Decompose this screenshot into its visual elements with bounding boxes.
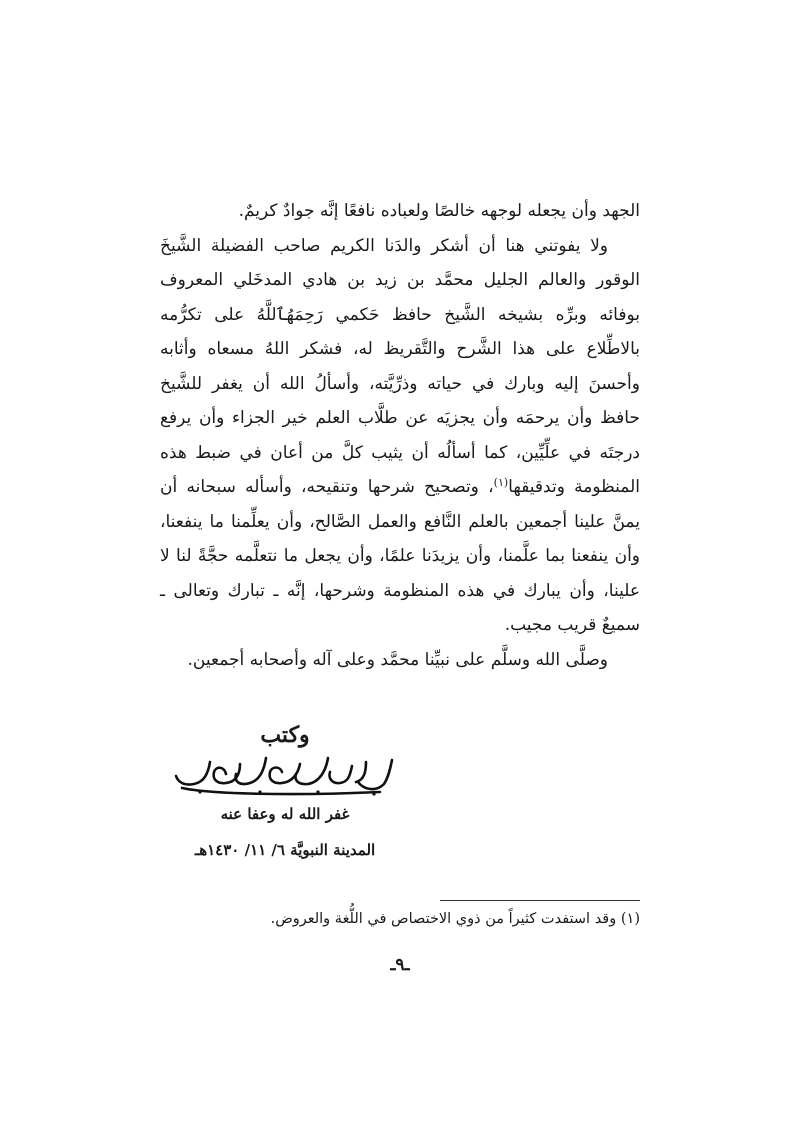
text-segment: ولا يفوتني هنا أن أشكر والدَنا الكريم صاحب الفضيلة الشَّيخَ الوقور والعالم الجليل محمَّد بن زيد بن هادي المدخَلي المعروف بوفائه وبرِّه بشيخه الشَّيخ حافظ حَكمي رَحِمَهُٱللَّهُ على تكرُّمه بالاطِّلاع على هذا الشَّرح والتَّقريظ له، فشكر اللهُ مسعاه وأثابه وأحسنَ إليه وبارك في حياته وذرِّيَّته، وأسألُ الله أن يغفر للشَّيخ حافظ وأن يرحمَه وأن يجزيَه عن طلَّاب العلم خير الجزاء وأن يرفع درجتَه في علِّيِّين، كما أسألُه أن يثيب كلَّ من أعان في ضبط هذه المنظومة وتدقيقها [160,235,640,497]
text-segment: وصلَّى الله وسلَّم على نبيِّنا محمَّد وعلى آله وأصحابه أجمعين. [187,649,608,670]
page-number: ـ٩ـ [390,955,410,975]
footnote-separator [440,900,640,901]
text-segment: الجهد وأن يجعله لوجهه خالصًا ولعباده نافعًا إنَّه جوادٌ كريمٌ. [238,201,640,221]
handwritten-signature [170,752,400,798]
footnote [160,906,640,932]
prayer-line: غفر الله له وعفا عنه [220,805,350,823]
paragraph-thanks [160,229,640,643]
footnote-reference: (١) [493,476,509,489]
text-segment: ، وتصحيح شرحها وتنقيحه، وأسأله سبحانه أن يمنَّ علينا أجمعين بالعلم النَّافع والعمل الصَّالح، وأن يعلِّمنا ما ينفعنا، وأن ينفعنا بما علَّمنا، وأن يزيدَنا علمًا، وأن يجعل ما نتعلَّمه حجَّةً لنا لا علينا، وأن يبارك في هذه المنظومة وشرحها، إنَّه ـ تبارك وتعالى ـ سميعٌ قريب مجيب. [160,477,640,635]
main-text [160,194,640,677]
footnote-marker: (١) [620,911,640,927]
paragraph-closing-dua [160,194,640,229]
paragraph-salawat [160,643,640,678]
wrote-label: وكتب [260,722,310,748]
place-date-line: المدينة النبويَّة ٦/ ١١/ ١٤٣٠هـ [194,841,376,859]
signature-block [160,718,410,862]
footnote-text: وقد استفدت كثيراً من ذوي الاختصاص في اللُّغة والعروض. [270,911,617,927]
